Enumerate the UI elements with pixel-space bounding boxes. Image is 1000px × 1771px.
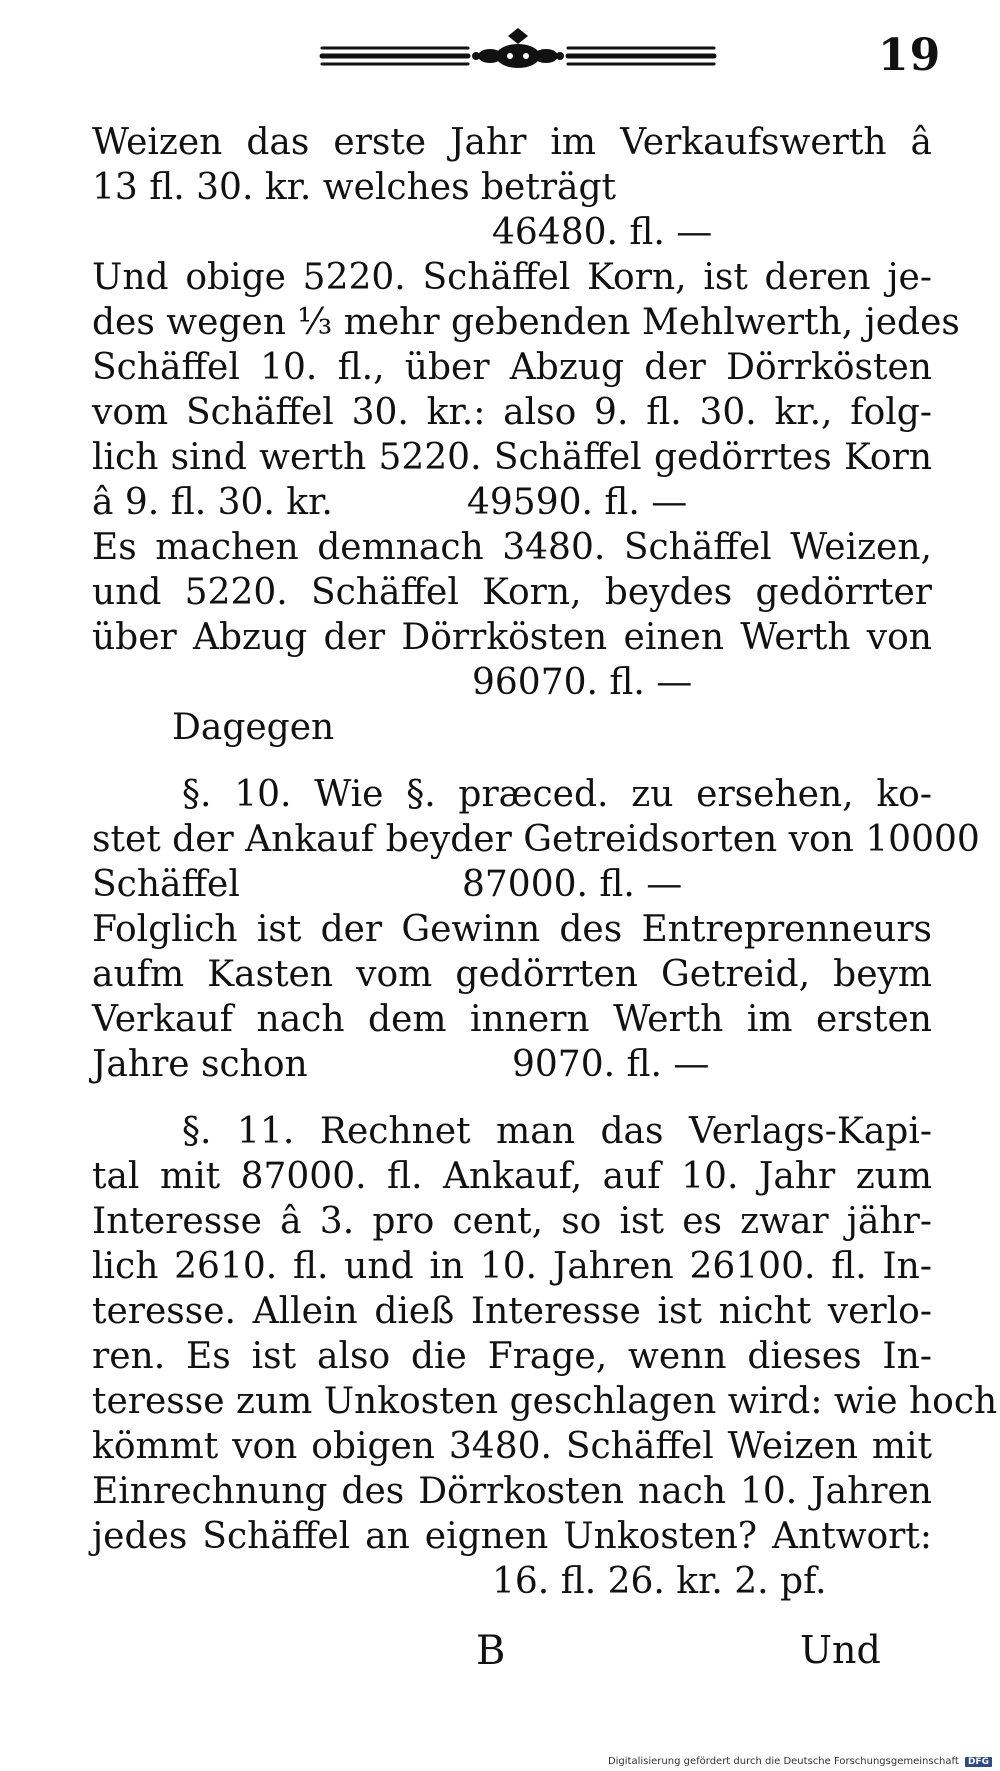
text-line: lich sind werth 5220. Schäffel gedörrtes Korn: [92, 437, 932, 478]
text-line: aufm Kasten vom gedörrten Getreid, beym: [92, 954, 932, 995]
text-line: Interesse â 3. pro cent, so ist es zwar jähr-: [92, 1201, 932, 1242]
text-line: kömmt von obigen 3480. Schäffel Weizen mit: [92, 1426, 932, 1467]
text-line: Weizen das erste Jahr im Verkaufswerth â: [92, 122, 932, 163]
section-10-heading: §. 10. Wie §. præced. zu ersehen, ko-: [182, 774, 932, 815]
text-line: Verkauf nach dem innern Werth im ersten: [92, 999, 932, 1040]
text-line: teresse. Allein dieß Interesse ist nicht verlo-: [92, 1291, 932, 1332]
header-ornament-icon: [318, 26, 718, 86]
section-label: Dagegen: [172, 707, 335, 748]
text-line: Folglich ist der Gewinn des Entreprenneurs: [92, 909, 932, 950]
credit-text: Digitalisierung gefördert durch die Deutsche Forschungsgemeinschaft: [607, 1756, 959, 1767]
page-number: 19: [878, 30, 942, 81]
text-line: teresse zum Unkosten geschlagen wird: wie hoch: [92, 1381, 998, 1422]
text-line: Und obige 5220. Schäffel Korn, ist deren je-: [92, 257, 932, 298]
text-line: Schäffel: [92, 864, 240, 905]
text-line: 13 fl. 30. kr. welches beträgt: [92, 167, 617, 208]
text-line-with-amount: [92, 862, 932, 907]
text-line: jedes Schäffel an eignen Unkosten? Antwort:: [92, 1516, 932, 1557]
text-line: Einrechnung des Dörrkosten nach 10. Jahren: [92, 1471, 932, 1512]
digitization-credit: [608, 1756, 992, 1767]
dfg-logo-icon: DFG: [965, 1757, 992, 1767]
text-line: Jahre schon: [92, 1044, 308, 1085]
signature-mark: B: [476, 1628, 506, 1674]
text-line: Es machen demnach 3480. Schäffel Weizen,: [92, 527, 932, 568]
text-line: und 5220. Schäffel Korn, beydes gedörrter: [92, 572, 932, 613]
answer-amount-line: 16. fl. 26. kr. 2. pf.: [492, 1561, 827, 1602]
text-line: des wegen ⅓ mehr gebenden Mehlwerth, jedes: [92, 302, 960, 343]
text-line-with-amount: [92, 1042, 932, 1087]
text-line: über Abzug der Dörrkösten einen Werth von: [92, 617, 932, 658]
catchword: Und: [800, 1628, 881, 1672]
text-line: stet der Ankauf beyder Getreidsorten von 10000: [92, 819, 980, 860]
text-line: tal mit 87000. fl. Ankauf, auf 10. Jahr zum: [92, 1156, 932, 1197]
body-text: [92, 120, 998, 1604]
text-line-with-amount: [92, 480, 932, 525]
amount-value: 87000. fl. —: [462, 864, 683, 905]
text-line: Schäffel 10. fl., über Abzug der Dörrkösten: [92, 347, 932, 388]
text-line: ren. Es ist also die Frage, wenn dieses In-: [92, 1336, 932, 1377]
text-line: â 9. fl. 30. kr.: [92, 482, 333, 523]
amount-value: 9070. fl. —: [512, 1044, 710, 1085]
text-line: vom Schäffel 30. kr.: also 9. fl. 30. kr., folg-: [92, 392, 932, 433]
section-11-heading: §. 11. Rechnet man das Verlags-Kapi-: [182, 1111, 932, 1152]
text-line: lich 2610. fl. und in 10. Jahren 26100. fl. In-: [92, 1246, 932, 1287]
amount-value: 49590. fl. —: [467, 482, 688, 523]
amount-line: 96070. fl. —: [472, 662, 693, 703]
amount-line: 46480. fl. —: [492, 212, 713, 253]
